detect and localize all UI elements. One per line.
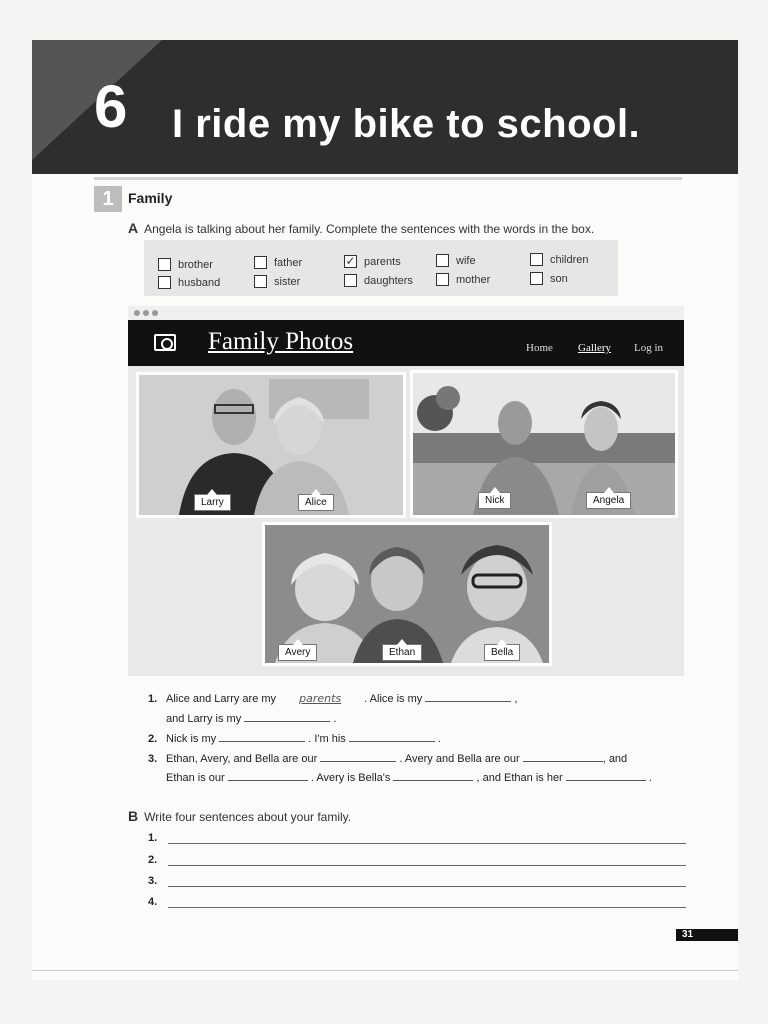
writing-line[interactable]	[168, 865, 686, 866]
section-title: Family	[128, 190, 173, 206]
answer-blank[interactable]	[523, 752, 603, 762]
page-number: 31	[676, 929, 738, 941]
answer-blank[interactable]	[219, 732, 305, 742]
site-navbar	[128, 320, 684, 366]
answer-blank[interactable]	[228, 771, 308, 781]
footer-rule	[32, 970, 738, 971]
part-b-instruction	[128, 808, 351, 824]
checkbox[interactable]	[436, 273, 449, 286]
photo-couple	[410, 370, 678, 518]
section-number: 1	[94, 186, 122, 212]
person-tag-angela: Angela	[586, 492, 631, 509]
grandparents-photo-image	[139, 375, 403, 515]
section-rule	[94, 177, 682, 180]
person-tag-alice: Alice	[298, 494, 334, 511]
couple-photo-image	[413, 373, 675, 515]
checkbox[interactable]	[530, 253, 543, 266]
word-option[interactable]: father	[254, 256, 302, 269]
answer-blank[interactable]	[566, 771, 646, 781]
answer-blank[interactable]	[244, 712, 330, 722]
word-option[interactable]: daughters	[344, 274, 413, 287]
person-tag-nick: Nick	[478, 492, 511, 509]
answer-blank[interactable]	[349, 732, 435, 742]
word-option[interactable]: mother	[436, 273, 490, 286]
site-title: Family Photos	[208, 328, 354, 355]
part-b-text: Write four sentences about your family.	[144, 810, 352, 824]
word-option[interactable]: ✓ parents	[345, 254, 401, 268]
photo-grandparents	[136, 372, 406, 518]
question-1: 1. Alice and Larry are my parents . Alice is my ,	[148, 692, 518, 705]
word-option[interactable]: children	[530, 253, 589, 266]
question-2: 2. Nick is my . I'm his .	[148, 733, 441, 745]
checkbox[interactable]	[254, 256, 267, 269]
checkbox[interactable]	[158, 258, 171, 271]
writing-line-label: 4.	[148, 896, 158, 908]
camera-icon	[154, 334, 176, 351]
window-dot-icon	[134, 310, 140, 316]
writing-line-label: 2.	[148, 854, 158, 866]
question-1-continued: and Larry is my .	[166, 713, 337, 725]
window-dot-icon	[143, 310, 149, 316]
word-option[interactable]: brother	[158, 258, 213, 271]
writing-line-label: 1.	[148, 832, 158, 844]
person-tag-ethan: Ethan	[382, 644, 422, 661]
answer-blank[interactable]	[393, 771, 473, 781]
checkbox[interactable]	[344, 274, 357, 287]
person-tag-bella: Bella	[484, 644, 520, 661]
writing-line[interactable]	[168, 907, 686, 908]
part-a-text: Angela is talking about her family. Complete the sentences with the words in the box.	[144, 222, 595, 236]
word-option[interactable]: son	[530, 272, 568, 285]
part-a-letter: A	[128, 220, 139, 236]
part-a-instruction	[128, 220, 594, 236]
writing-line[interactable]	[168, 886, 686, 887]
nav-home[interactable]: Home	[526, 342, 553, 354]
answer-blank[interactable]	[320, 752, 396, 762]
unit-title: I ride my bike to school.	[172, 102, 641, 146]
checkbox[interactable]	[158, 276, 171, 289]
nav-gallery[interactable]: Gallery	[578, 342, 611, 354]
part-b-letter: B	[128, 808, 139, 824]
unit-number: 6	[94, 73, 128, 140]
writing-line-label: 3.	[148, 875, 158, 887]
word-option[interactable]: husband	[158, 276, 220, 289]
checkbox[interactable]	[530, 272, 543, 285]
writing-line[interactable]	[168, 843, 686, 844]
word-option[interactable]: sister	[254, 275, 300, 288]
question-3-continued: Ethan is our . Avery is Bella's , and Ethan is her .	[166, 772, 652, 784]
checkbox[interactable]	[254, 275, 267, 288]
word-box	[144, 240, 618, 296]
unit-banner	[32, 40, 738, 174]
workbook-page	[32, 40, 738, 980]
checked-checkbox[interactable]: ✓	[345, 254, 356, 268]
window-dot-icon	[152, 310, 158, 316]
person-tag-avery: Avery	[278, 644, 317, 661]
website-mockup	[128, 306, 684, 676]
answer-parents: parents	[299, 692, 342, 705]
checkbox[interactable]	[436, 254, 449, 267]
person-tag-larry: Larry	[194, 494, 231, 511]
answer-blank[interactable]	[425, 692, 511, 702]
nav-login[interactable]: Log in	[634, 342, 664, 354]
word-option[interactable]: wife	[436, 254, 476, 267]
question-3: 3. Ethan, Avery, and Bella are our . Avery and Bella are our , and	[148, 753, 628, 765]
browser-chrome	[128, 306, 684, 320]
